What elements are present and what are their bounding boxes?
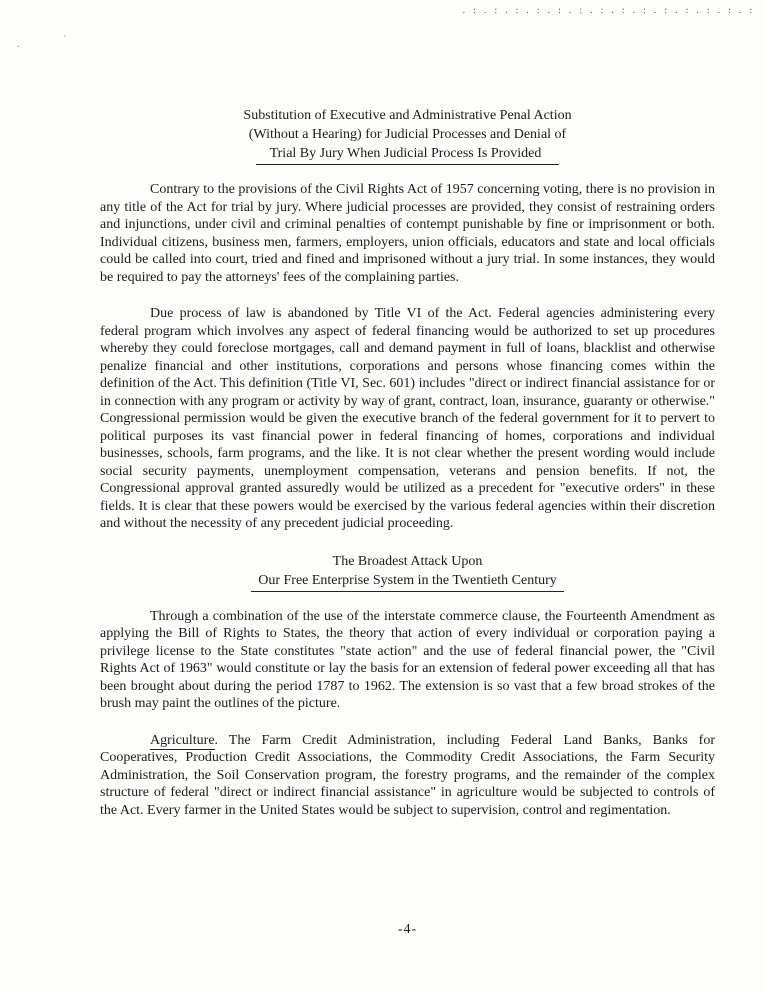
paragraph-interstate-commerce: Through a combination of the use of the interstate commerce clause, the Fourteenth Amendment as applying the Bill of Rights to States, the theory that action of every individual or corporation paying a privilege license to the State constitutes "state action" and the use of federal financial power, the "Civil Rights Act of 1963" would constitute or lay the basis for an extension of federal power exceeding all that has been brought about during the period 1787 to 1962. The extension is so vast that a few broad strokes of the brush may paint the outlines of the picture. (100, 608, 715, 711)
top-dotted-line: . : . : . : . : . : . : . : . : . : . : . : . : . : . : (462, 5, 755, 15)
heading-line: Substitution of Executive and Administrative Penal Action (243, 108, 572, 123)
section-heading-trial-by-jury (100, 106, 715, 165)
section-heading-broadest-attack (100, 552, 715, 592)
heading-line: (Without a Hearing) for Judicial Processes and Denial of (248, 127, 567, 142)
paragraph-due-process-title-vi: Due process of law is abandoned by Title VI of the Act. Federal agencies administering every federal program which involves any aspect of federal financing would be authorized to set up procedures whereby they could foreclose mortgages, call and demand payment in full of loans, blacklist and otherwise penalize financial and other institutions, corporations and persons whose financing comes within the definition of the Act. This definition (Title VI, Sec. 601) includes "direct or indirect financial assistance for or in connection with any program or activity by way of grant, contract, loan, insurance, guaranty or otherwise." Congressional permission would be given the executive branch of the federal government for it to pervert to political purposes its vast financial power in federal financing of homes, corporations and individual businesses, schools, farm programs, and the like. It is not clear whether the present wording would include social security payments, unemployment compensation, veterans and pension benefits. If not, the Congressional approval granted assuredly would be utilized as a precedent for "executive orders" in these fields. It is clear that these powers would be exercised by the various federal agencies within their discretion and without the necessity of any precedent judicial proceeding. (100, 306, 715, 531)
document-content (100, 0, 715, 838)
stray-mark: ˋ (63, 34, 67, 46)
paragraph-agriculture (100, 732, 715, 820)
heading-line-underlined: Our Free Enterprise System in the Twentieth Century (251, 571, 564, 592)
heading-line-underlined: Trial By Jury When Judicial Process Is Provided (256, 144, 560, 165)
stray-mark: . (17, 38, 20, 50)
heading-line: The Broadest Attack Upon (332, 553, 483, 569)
page-number: -4- (397, 922, 418, 937)
agriculture-lead-word: Agriculture (150, 732, 215, 748)
paragraph-agriculture-text: . The Farm Credit Administration, including Federal Land Banks, Banks for Cooperatives, Production Credit Associations, the Commodity Credit Associations, the Farm Security Administration, the Soil Conservation program, the forestry programs, and the remainder of the complex structure of federal "direct or indirect financial assistance" in agriculture would be subjected to controls of the Act. Every farmer in the United States would be subject to supervision, control and regimentation. (100, 732, 715, 818)
paragraph-civil-rights-1957: Contrary to the provisions of the Civil Rights Act of 1957 concerning voting, there is no provision in any title of the Act for trial by jury. Where judicial processes are provided, they consist of restraining orders and injunctions, under civil and criminal penalties of contempt punishable by fine or imprisonment or both. Individual citizens, business men, farmers, employers, union officials, educators and state and local officials could be called into court, tried and fined and imprisoned without a jury trial. In some instances, they would be required to pay the attorneys' fees of the complaining parties. (100, 182, 715, 285)
